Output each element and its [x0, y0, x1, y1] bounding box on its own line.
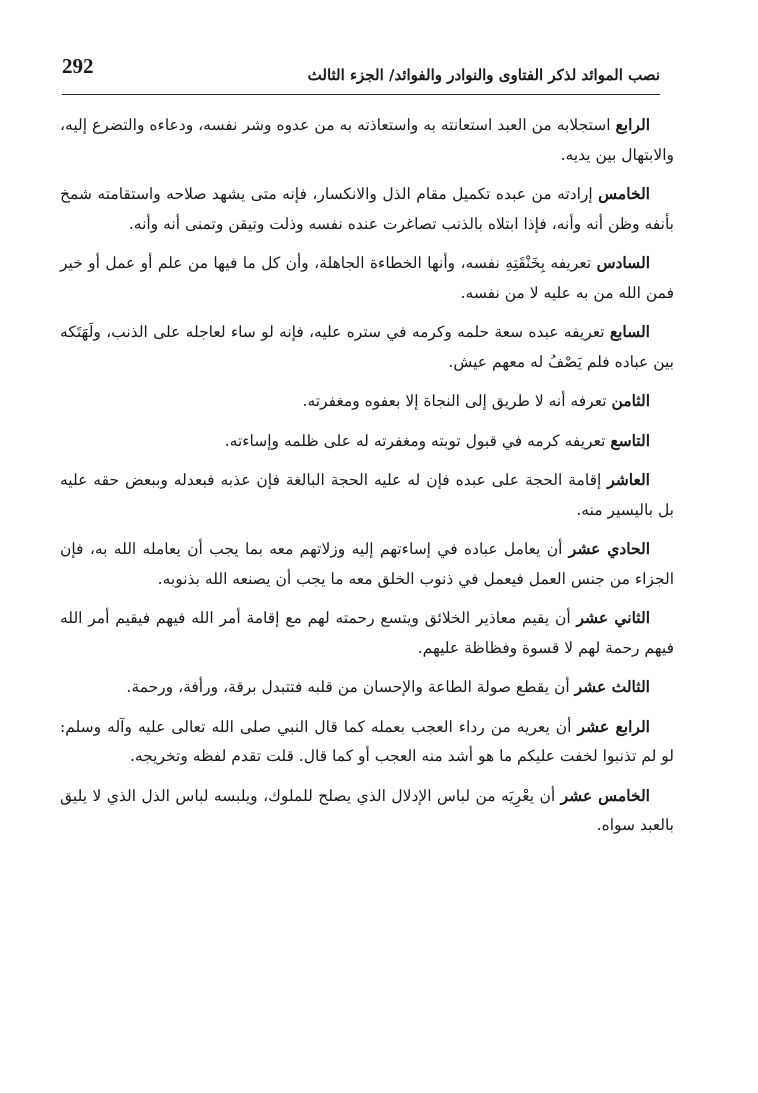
paragraph-text: أن يعريه من رداء العجب بعمله كما قال النبي صلى الله تعالى عليه وآله وسلم: لو لم تذنبوا لخفت عليكم ما هو أشد منه العجب أو كما قال. قلت تقدم لفظه وتخريجه. [60, 717, 674, 765]
paragraph-lead: السابع [609, 322, 650, 341]
paragraph-lead: الحادي عشر [568, 539, 650, 558]
paragraph-12 [60, 603, 674, 663]
paragraph-10 [60, 465, 674, 525]
paragraph-text: أن يعامل عباده في إساءتهم إليه وزلاتهم معه بما يجب أن يعامله الله به، فإن الجزاء من جنس العمل فيعمل في ذنوب الخلق معه ما يجب أن يصنعه الله بذنوبه. [60, 540, 674, 588]
page-header [62, 52, 660, 95]
paragraph-15 [60, 781, 674, 841]
paragraph-lead: الخامس عشر [560, 785, 650, 805]
paragraph-text: تعريفه كرمه في قبول توبته ومغفرته له على ظلمه وإساءته. [224, 431, 611, 450]
page-number: 292 [62, 54, 94, 78]
paragraph-lead: السادس [596, 253, 650, 272]
paragraph-4 [60, 110, 674, 170]
paragraph-lead: التاسع [610, 430, 650, 450]
paragraph-5 [60, 179, 674, 239]
paragraph-8 [60, 386, 674, 417]
paragraph-7 [60, 317, 674, 377]
paragraph-lead: الرابع عشر [577, 716, 650, 736]
running-title: نصب الموائد لذكر الفتاوى والنوادر والفوائد/ الجزء الثالث [307, 66, 660, 84]
paragraph-6 [60, 248, 674, 308]
paragraph-9 [60, 426, 674, 457]
paragraph-11 [60, 534, 674, 594]
paragraph-text: استجلابه من العبد استعانته به واستعاذته به من عدوه وشر نفسه، ودعاءه والتضرع إليه، والابتهال بين يديه. [60, 116, 674, 164]
paragraph-13 [60, 672, 674, 703]
paragraph-lead: العاشر [607, 470, 650, 489]
paragraph-lead: الخامس [598, 184, 650, 203]
paragraph-text: أن يعْرِيَه من لباس الإدلال الذي يصلح للملوك، ويلبسه لباس الذل الذي لا يليق بالعبد سواه. [60, 786, 674, 834]
paragraph-text: تعرفه أنه لا طريق إلى النجاة إلا بعفوه ومغفرته. [302, 392, 612, 410]
paragraph-lead: الثامن [611, 391, 650, 410]
paragraph-14 [60, 712, 674, 772]
paragraph-text: أن يقطع صولة الطاعة والإحسان من قلبه فتتبدل برقة، ورأفة، ورحمة. [126, 678, 575, 696]
paragraph-text: تعريفه عبده سعة حلمه وكرمه في ستره عليه، فإنه لو ساء لعاجله على الذنب، ولَهَتَكه بين عباده فلم يَصْفُ له معهم عيش. [60, 323, 674, 371]
page-body [60, 110, 674, 850]
paragraph-lead: الثاني عشر [576, 608, 651, 627]
paragraph-lead: الرابع [615, 115, 650, 134]
paragraph-text: إرادته من عبده تكميل مقام الذل والانكسار، فإنه متى يشهد صلاحه واستقامته شمخ بأنفه وظن أنه وأنه، فإذا ابتلاه بالذنب تصاغرت عنده نفسه وذلت وتيقن وتمنى أنه وأنه. [60, 185, 674, 233]
paragraph-lead: الثالث عشر [574, 677, 650, 696]
paragraph-text: أن يقيم معاذير الخلائق ويتسع رحمته لهم مع إقامة أمر الله فيهم فيقيم أمر الله فيهم رحمة لهم لا قسوة وفظاظة عليهم. [60, 609, 674, 657]
paragraph-text: إقامة الحجة على عبده فإن له عليه الحجة البالغة فإن عذبه فبعدله وببعض حقه عليه بل باليسير منه. [60, 471, 674, 519]
paragraph-text: تعريفه بِخَنْقَتِهِ نفسه، وأنها الخطاءة الجاهلة، وأن كل ما فيها من علم أو عمل أو خير فمن الله من به عليه لا من نفسه. [60, 254, 674, 302]
